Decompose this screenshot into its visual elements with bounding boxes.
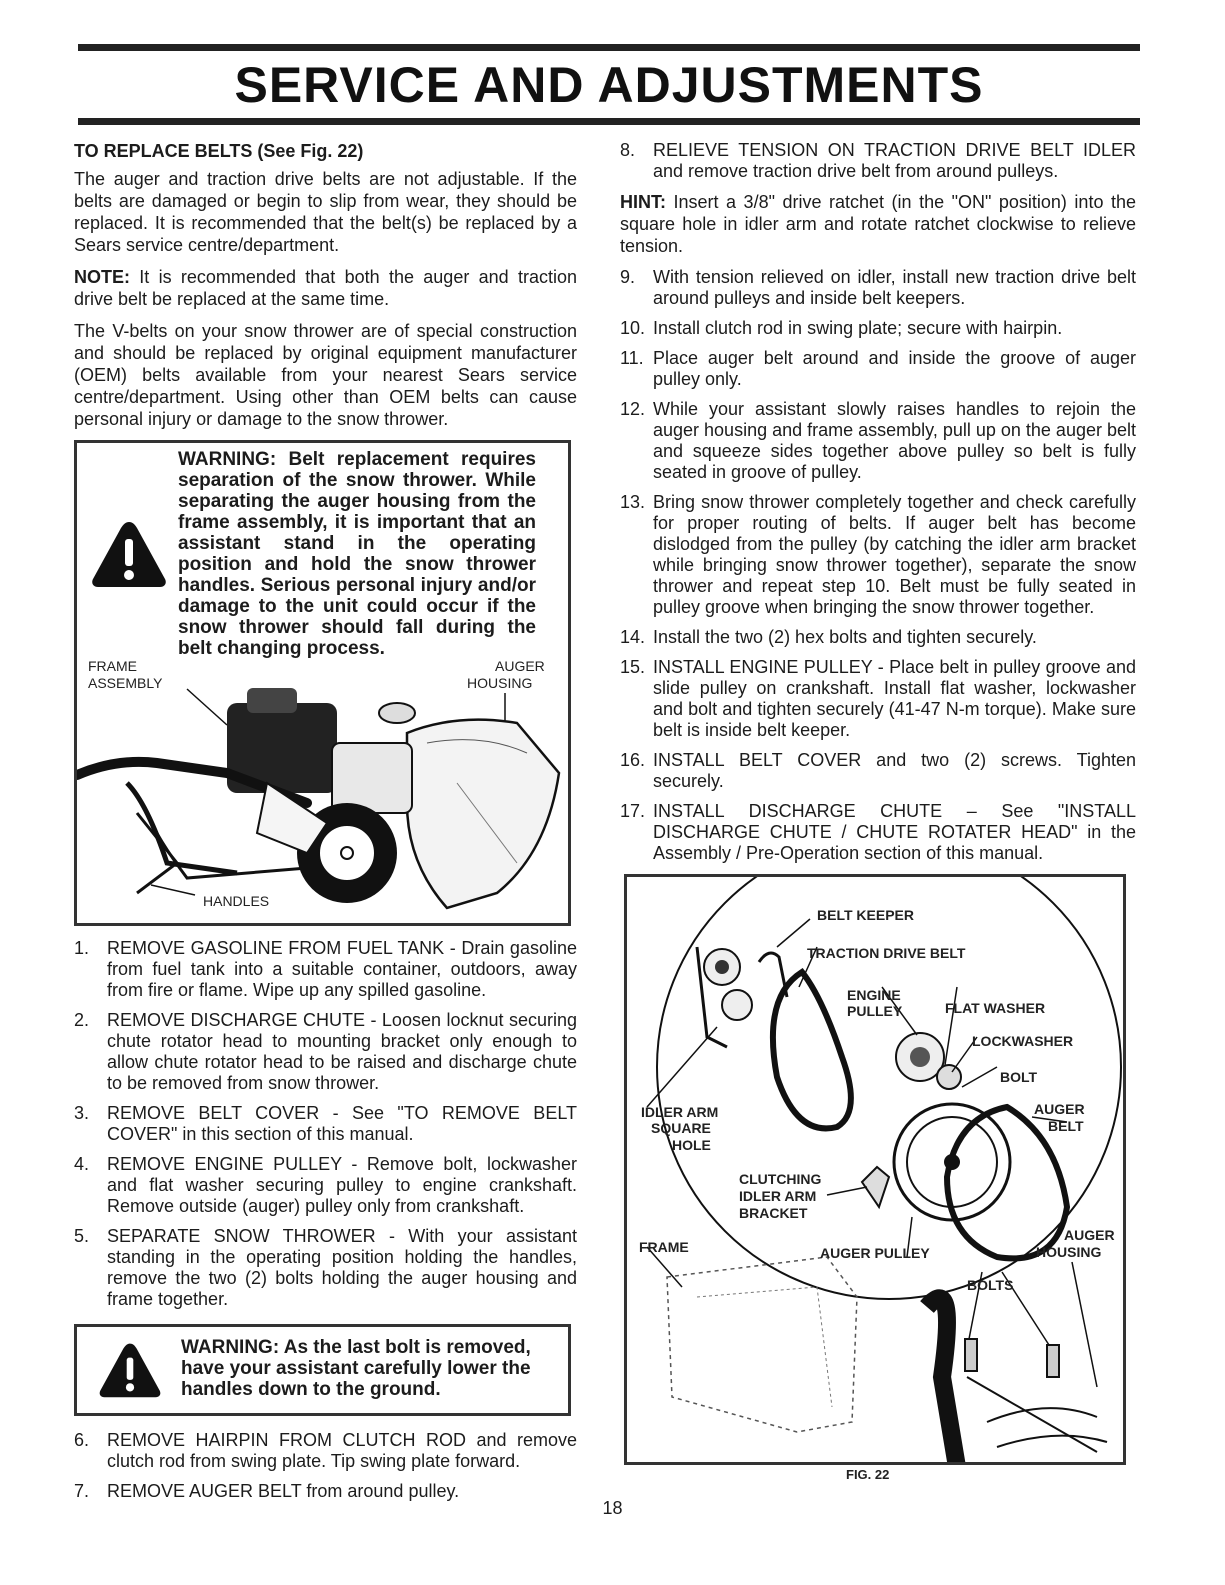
steps-9-to-17 bbox=[620, 267, 1136, 864]
left-column bbox=[74, 140, 577, 1511]
label-auger-housing-2: HOUSING bbox=[1036, 1244, 1102, 1260]
fig-label-housing: HOUSING bbox=[467, 675, 533, 691]
step-item: 2. REMOVE DISCHARGE CHUTE - Loosen locknut securing chute rotator head to mounting bracket only enough to allow chute rotator head to be raised and discharge chute to be removed from snow thrower. bbox=[74, 1010, 577, 1093]
step-item: 17. INSTALL DISCHARGE CHUTE – See "INSTALL DISCHARGE CHUTE / CHUTE ROTATER HEAD" in the Assembly / Pre-Operation section of this manual. bbox=[620, 801, 1136, 863]
step-item: 1. REMOVE GASOLINE FROM FUEL TANK - Drain gasoline from fuel tank into a suitable container, outdoors, away from fire or flame. Wipe up any spilled gasoline. bbox=[74, 938, 577, 1000]
figure-22-box bbox=[624, 874, 1126, 1465]
label-belt-keeper: BELT KEEPER bbox=[817, 907, 914, 923]
page-number: 18 bbox=[602, 1498, 623, 1518]
step-item: 6. REMOVE HAIRPIN FROM CLUTCH ROD and remove clutch rod from swing plate. Tip swing plate forward. bbox=[74, 1430, 577, 1471]
step-item: 16. INSTALL BELT COVER and two (2) screws. Tighten securely. bbox=[620, 750, 1136, 791]
warning-box-belt-replacement bbox=[74, 440, 571, 926]
label-clutching: CLUTCHING bbox=[739, 1171, 822, 1187]
label-pulley: PULLEY bbox=[847, 1003, 903, 1019]
label-bracket: BRACKET bbox=[739, 1205, 808, 1221]
label-lockwasher: LOCKWASHER bbox=[972, 1033, 1074, 1049]
page-title: SERVICE AND ADJUSTMENTS bbox=[234, 57, 984, 113]
note-label: NOTE: bbox=[74, 267, 130, 287]
intro-paragraph: The auger and traction drive belts are not adjustable. If the belts are damaged or begin to slip from wear, they should be replaced. It is recommended that the belt(s) be replaced by a Sears service centre/department. bbox=[74, 169, 577, 255]
step-item: 10. Install clutch rod in swing plate; secure with hairpin. bbox=[620, 318, 1063, 338]
vbelts-paragraph: The V-belts on your snow thrower are of special construction and should be replaced by original equipment manufacturer (OEM) belts available from your nearest Sears service centre/department. Using other than OEM belts can cause personal injury or damage to the snow thrower. bbox=[74, 321, 577, 429]
label-traction-drive-belt: TRACTION DRIVE BELT bbox=[807, 945, 966, 961]
label-bolt: BOLT bbox=[1000, 1069, 1038, 1085]
steps-6-to-7 bbox=[74, 1430, 577, 1502]
step-item: 15. INSTALL ENGINE PULLEY - Place belt in pulley groove and slide pulley on crankshaft. Install flat washer, lockwasher and bolt and tighten securely (41-47 N-m torque). Make sure belt is inside belt keeper. bbox=[620, 657, 1136, 740]
label-bolts: BOLTS bbox=[967, 1277, 1014, 1293]
step-item: 9. With tension relieved on idler, install new traction drive belt around pulleys and inside belt keepers. bbox=[620, 267, 1136, 308]
hint-text: Insert a 3/8" drive ratchet (in the "ON" position) into the square hole in idler arm and rotate ratchet clockwise to relieve tension. bbox=[620, 192, 1136, 256]
steps-1-to-5 bbox=[74, 938, 577, 1310]
label-auger-belt-1: AUGER bbox=[1034, 1101, 1085, 1117]
warning-2-text: WARNING: As the last bolt is removed, have your assistant carefully lower the handles down to the ground. bbox=[181, 1337, 531, 1400]
warning-triangle-icon bbox=[97, 1341, 163, 1399]
warning-box-last-bolt bbox=[74, 1324, 571, 1416]
note-paragraph bbox=[74, 266, 577, 310]
step-item: 4. REMOVE ENGINE PULLEY - Remove bolt, lockwasher and flat washer securing pulley to engine crankshaft. Remove outside (auger) pulley only from crankshaft. bbox=[74, 1154, 577, 1216]
fig-22-caption: FIG. 22 bbox=[846, 1467, 890, 1482]
warning-triangle-icon bbox=[89, 519, 169, 589]
title-underline bbox=[78, 118, 1140, 125]
step-item: 7. REMOVE AUGER BELT from around pulley. bbox=[74, 1481, 460, 1501]
label-square: SQUARE bbox=[651, 1120, 711, 1136]
label-auger-housing-1: AUGER bbox=[1064, 1227, 1115, 1243]
label-auger-pulley: AUGER PULLEY bbox=[820, 1245, 930, 1261]
step-item: 3. REMOVE BELT COVER - See "TO REMOVE BELT COVER" in this section of this manual. bbox=[74, 1103, 577, 1144]
step-item: 12. While your assistant slowly raises handles to rejoin the auger housing and frame assembly, pull up on the auger belt and squeeze sides together above pulley so belt is fully seated in groove of pulley. bbox=[620, 399, 1136, 482]
snow-thrower-separation-figure bbox=[77, 663, 568, 913]
hint-paragraph bbox=[620, 191, 1136, 257]
label-hole: HOLE bbox=[672, 1137, 711, 1153]
label-frame: FRAME bbox=[639, 1239, 689, 1255]
section-heading: TO REPLACE BELTS (See Fig. 22) bbox=[74, 141, 364, 161]
fig-label-frame: FRAME bbox=[88, 658, 137, 674]
hint-label: HINT: bbox=[620, 192, 666, 212]
label-flat-washer: FLAT WASHER bbox=[945, 1000, 1046, 1016]
label-idler-arm: IDLER ARM bbox=[641, 1104, 719, 1120]
step-item: 11. Place auger belt around and inside the groove of auger pulley only. bbox=[620, 348, 1136, 389]
step-item: 8. RELIEVE TENSION ON TRACTION DRIVE BELT IDLER and remove traction drive belt from around pulleys. bbox=[620, 140, 1136, 181]
right-column bbox=[620, 140, 1136, 873]
fig-label-auger: AUGER bbox=[495, 658, 545, 674]
fig-label-assembly: ASSEMBLY bbox=[88, 675, 163, 691]
step-8 bbox=[620, 140, 1136, 182]
step-item: 13. Bring snow thrower completely together and check carefully for proper routing of belts. If auger belt has become dislodged from the pulley (by catching the idler arm bracket while bringing snow thrower together), separate the snow thrower and repeat step 10. Belt must be fully seated in pulley groove when bringing the snow thrower together. bbox=[620, 492, 1136, 617]
belt-routing-diagram bbox=[627, 877, 1123, 1462]
step-item: 5. SEPARATE SNOW THROWER - With your assistant standing in the operating position holding the handles, remove the two (2) bolts holding the auger housing and frame together. bbox=[74, 1226, 577, 1309]
fig-label-handles: HANDLES bbox=[203, 893, 270, 909]
label-engine: ENGINE bbox=[847, 987, 901, 1003]
label-auger-belt-2: BELT bbox=[1048, 1118, 1084, 1134]
note-text: It is recommended that both the auger and traction drive belt be replaced at the same time. bbox=[74, 267, 577, 309]
label-idler-arm-2: IDLER ARM bbox=[739, 1188, 817, 1204]
warning-1-text: WARNING: Belt replacement requires separation of the snow thrower. While separating the auger housing from the frame assembly, it is important that an assistant stand in the operating position and hold the snow thrower handles. Serious personal injury and/or damage to the unit could occur if the snow thrower should fall during the belt changing process. bbox=[178, 449, 536, 659]
top-rule bbox=[78, 44, 1140, 51]
step-item: 14. Install the two (2) hex bolts and tighten securely. bbox=[620, 627, 1037, 647]
